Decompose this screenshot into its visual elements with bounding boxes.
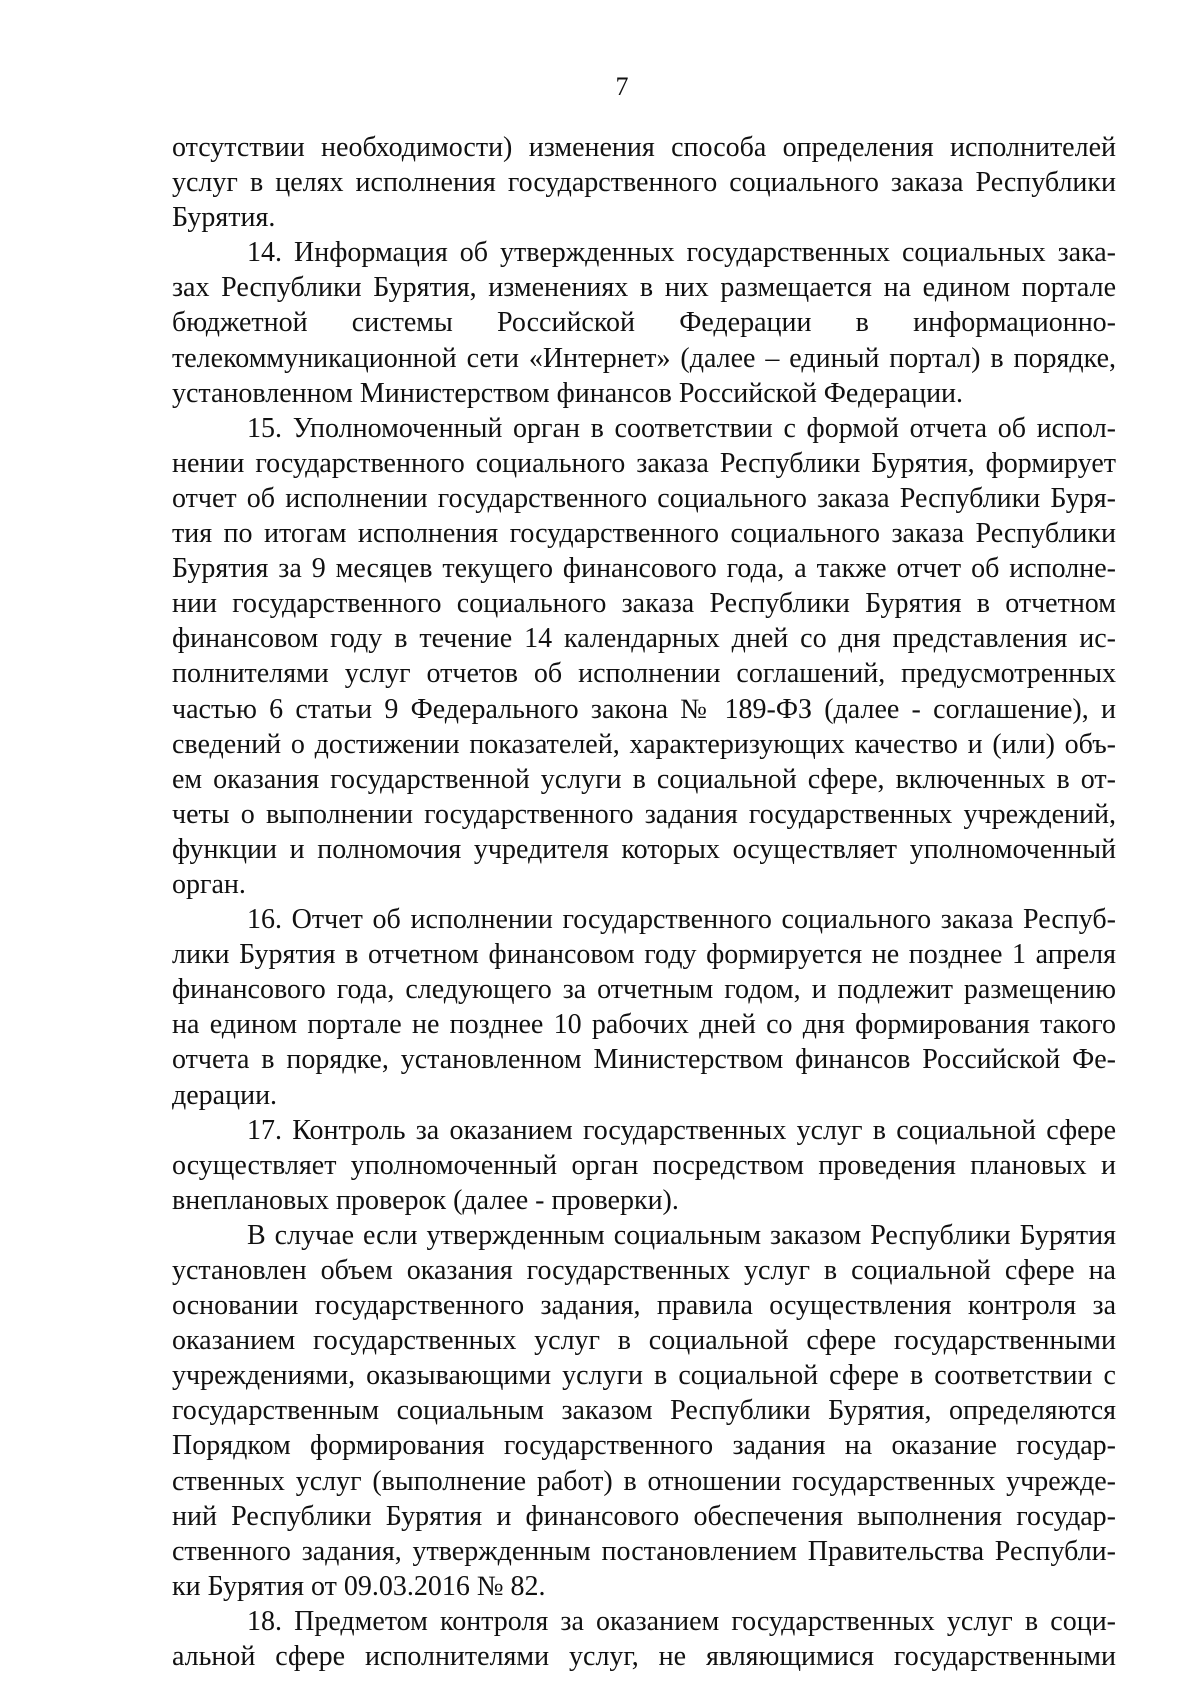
document-body — [172, 130, 1116, 1674]
text-line: дерации. — [172, 1079, 278, 1111]
text-line: Бурятия. — [172, 202, 276, 234]
text-line: 14. Информация об утвержденных государственных социальных зака- — [247, 237, 1116, 269]
text-line: частью 6 статьи 9 Федерального закона № 189-ФЗ (далее - соглашение), и — [172, 693, 1116, 725]
text-line: тия по итогам исполнения государственного социального заказа Республики — [172, 518, 1116, 550]
text-line: нии государственного социального заказа Республики Бурятия в отчетном — [172, 588, 1116, 620]
text-line: бюджетной системы Российской Федерации в информационно- — [172, 307, 1116, 339]
text-line: сведений о достижении показателей, характеризующих качество и (или) объ- — [172, 728, 1116, 760]
text-line: отсутствии необходимости) изменения способа определения исполнителей — [172, 132, 1116, 163]
text-line: основании государственного задания, правила осуществления контроля за — [172, 1290, 1116, 1322]
text-line: на едином портале не позднее 10 рабочих дней со дня формирования такого — [172, 1009, 1116, 1041]
text-line: государственным социальным заказом Республики Бурятия, определяются — [172, 1395, 1116, 1427]
text-line: ственного задания, утвержденным постановлением Правительства Республи- — [172, 1535, 1116, 1567]
text-line: Бурятия за 9 месяцев текущего финансового года, а также отчет об исполне- — [172, 553, 1116, 585]
text-line: осуществляет уполномоченный орган посредством проведения плановых и — [172, 1149, 1116, 1181]
text-line: 15. Уполномоченный орган в соответствии с формой отчета об испол- — [247, 412, 1116, 444]
text-line: полнителями услуг отчетов об исполнении соглашений, предусмотренных — [172, 658, 1116, 690]
text-line: отчет об исполнении государственного социального заказа Республики Буря- — [172, 482, 1116, 514]
text-line: нении государственного социального заказа Республики Бурятия, формирует — [172, 447, 1116, 479]
text-line: лики Бурятия в отчетном финансовом году формируется не позднее 1 апреля — [172, 939, 1116, 971]
text-line: Порядком формирования государственного задания на оказание государ- — [172, 1430, 1116, 1462]
text-line: учреждениями, оказывающими услуги в социальной сфере в соответствии с — [172, 1360, 1116, 1392]
text-line: ки Бурятия от 09.03.2016 № 82. — [172, 1570, 546, 1602]
text-line: ем оказания государственной услуги в социальной сфере, включенных в от- — [172, 763, 1116, 795]
text-line: финансовом году в течение 14 календарных дней со дня представления ис- — [172, 623, 1116, 655]
text-line: 18. Предметом контроля за оказанием государственных услуг в соци- — [247, 1605, 1116, 1637]
text-line: четы о выполнении государственного задания государственных учреждений, — [172, 798, 1116, 830]
text-line: функции и полномочия учредителя которых осуществляет уполномоченный — [172, 833, 1116, 865]
text-line: оказанием государственных услуг в социальной сфере государственными — [172, 1325, 1116, 1357]
text-line: внеплановых проверок (далее - проверки). — [172, 1184, 679, 1216]
text-line: 16. Отчет об исполнении государственного социального заказа Респуб- — [247, 904, 1116, 936]
text-line: ственных услуг (выполнение работ) в отношении государственных учрежде- — [172, 1465, 1116, 1497]
text-line: финансового года, следующего за отчетным годом, и подлежит размещению — [172, 974, 1116, 1006]
text-line: установлен объем оказания государственных услуг в социальной сфере на — [172, 1255, 1116, 1286]
text-line: отчета в порядке, установленном Министерством финансов Российской Фе- — [172, 1044, 1116, 1076]
text-line: ний Республики Бурятия и финансового обеспечения выполнения государ- — [172, 1500, 1116, 1532]
text-line: телекоммуникационной сети «Интернет» (далее – единый портал) в порядке, — [172, 342, 1116, 374]
page-number: 7 — [615, 72, 629, 101]
text-line: 17. Контроль за оказанием государственных услуг в социальной сфере — [247, 1114, 1116, 1146]
text-line: услуг в целях исполнения государственного социального заказа Республики — [172, 167, 1116, 199]
text-line: альной сфере исполнителями услуг, не являющимися государственными — [172, 1641, 1116, 1673]
text-line: В случае если утвержденным социальным заказом Республики Бурятия — [247, 1219, 1116, 1251]
text-line: орган. — [172, 868, 246, 900]
text-line: установленном Министерством финансов Российской Федерации. — [172, 377, 964, 409]
text-line: зах Республики Бурятия, изменениях в них размещается на едином портале — [172, 272, 1116, 304]
